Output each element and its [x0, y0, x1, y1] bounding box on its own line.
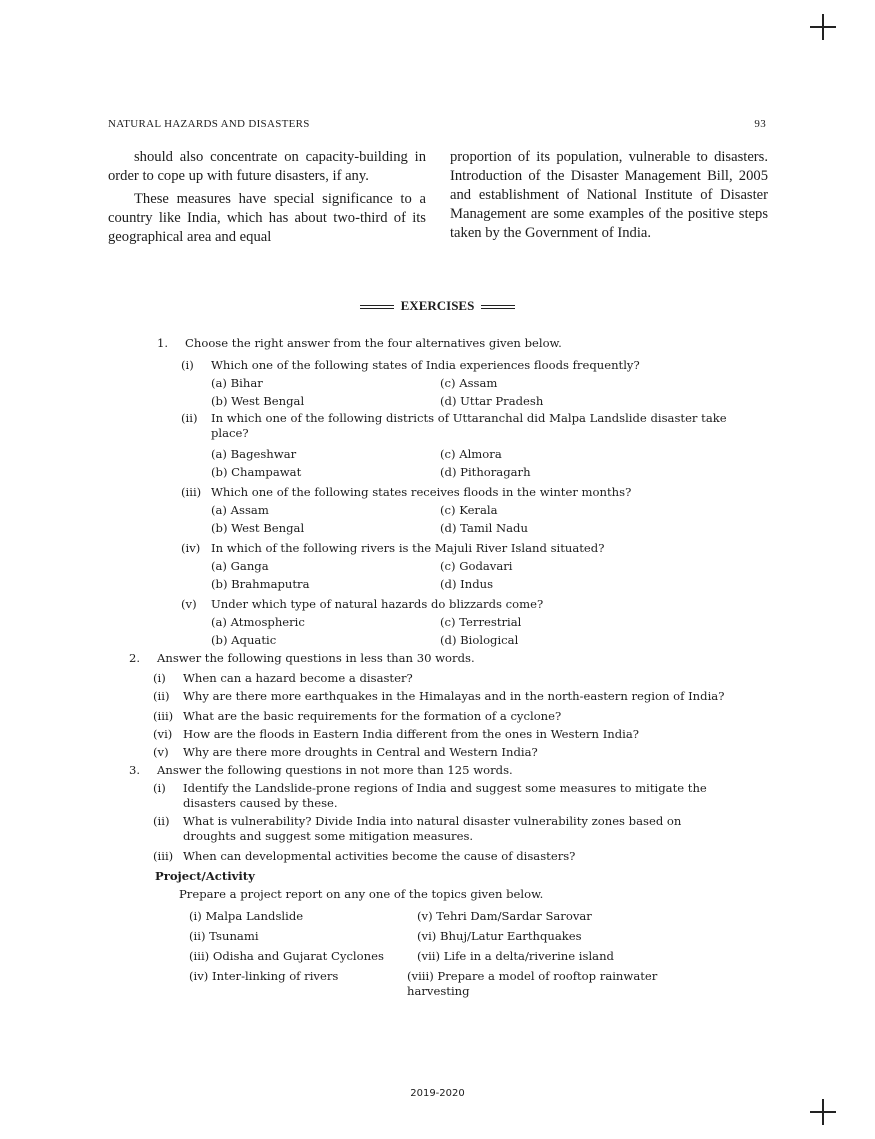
- option-d: (d) Biological: [440, 633, 519, 647]
- project-intro: Prepare a project report on any one of the topics given below.: [179, 887, 544, 901]
- right-paragraph-1: proportion of its population, vulnerable to disasters. Introduction of the Disaster Management Bill, 2005 and establishment of National Institute of Disaster Management are some examples of the positive steps taken by the Government of India.: [450, 149, 768, 241]
- item-text: When can developmental activities become the cause of disasters?: [183, 849, 576, 863]
- project-topic: (iii) Odisha and Gujarat Cyclones: [189, 949, 384, 963]
- option-b: (b) Brahmaputra: [211, 577, 310, 591]
- subquestion-text: Which one of the following states receives floods in the winter months?: [211, 485, 632, 499]
- question-2: [129, 649, 737, 761]
- q3-item-ii: [129, 814, 737, 844]
- project-topic: (viii) Prepare a model of rooftop rainwater harvesting: [407, 969, 658, 998]
- option-a: (a) Assam: [211, 503, 269, 517]
- exercises-title: EXERCISES: [400, 298, 475, 313]
- item-text: What is vulnerability? Divide India into natural disaster vulnerability zones based on droughts and suggest some mitigation measures.: [183, 814, 682, 843]
- page-number: 93: [754, 118, 766, 130]
- item-numeral: (i): [153, 781, 166, 795]
- option-c: (c) Terrestrial: [440, 615, 522, 629]
- option-b: (b) Champawat: [211, 465, 302, 479]
- item-numeral: (iii): [153, 849, 174, 863]
- heading-rule-left: [360, 305, 394, 309]
- subquestion-numeral: (iv): [181, 541, 201, 555]
- subquestion-numeral: (i): [181, 358, 194, 372]
- subquestion-text: Under which type of natural hazards do blizzards come?: [211, 597, 544, 611]
- option-d: (d) Uttar Pradesh: [440, 394, 544, 408]
- option-c: (c) Kerala: [440, 503, 498, 517]
- q3-item-i: [129, 781, 737, 811]
- option-a: (a) Ganga: [211, 559, 269, 573]
- option-c: (c) Godavari: [440, 559, 513, 573]
- option-d: (d) Tamil Nadu: [440, 521, 528, 535]
- q2-item-v: [129, 743, 737, 761]
- subquestion-1-ii: [157, 411, 737, 441]
- subquestion-1-v: [157, 595, 737, 613]
- q2-item-i: [129, 669, 737, 687]
- heading-rule-right: [481, 305, 515, 309]
- question-number: 1.: [157, 336, 169, 350]
- footer-year: 2019-2020: [410, 1088, 465, 1099]
- item-text: Why are there more droughts in Central and Western India?: [183, 745, 538, 759]
- question-text: Answer the following questions in not more than 125 words.: [157, 763, 513, 777]
- project-topic: (vii) Life in a delta/riverine island: [417, 949, 614, 963]
- option-d: (d) Pithoragarh: [440, 465, 531, 479]
- option-b: (b) West Bengal: [211, 394, 305, 408]
- option-a: (a) Bageshwar: [211, 447, 297, 461]
- question-1: [157, 334, 737, 649]
- project-topic: (vi) Bhuj/Latur Earthquakes: [417, 929, 582, 943]
- project-topic: (iv) Inter-linking of rivers: [189, 969, 339, 983]
- question-number: 3.: [129, 763, 141, 777]
- chapter-title: NATURAL HAZARDS AND DISASTERS: [108, 118, 310, 130]
- item-text: Why are there more earthquakes in the Himalayas and in the north-eastern region of India?: [183, 689, 725, 703]
- item-text: What are the basic requirements for the formation of a cyclone?: [183, 709, 562, 723]
- project-topic: (i) Malpa Landslide: [189, 909, 304, 923]
- subquestion-1-iv: [157, 539, 737, 557]
- item-numeral: (ii): [153, 689, 170, 703]
- subquestion-numeral: (ii): [181, 411, 198, 425]
- subquestion-text: In which of the following rivers is the Majuli River Island situated?: [211, 541, 605, 555]
- item-numeral: (vi): [153, 727, 173, 741]
- project-topics: [155, 903, 737, 1003]
- option-c: (c) Almora: [440, 447, 502, 461]
- subquestion-text: In which one of the following districts of Uttaranchal did Malpa Landslide disaster take place?: [211, 411, 727, 440]
- body-text: [108, 148, 768, 247]
- subquestion-text: Which one of the following states of India experiences floods frequently?: [211, 358, 640, 372]
- project-topic: (v) Tehri Dam/Sardar Sarovar: [417, 909, 592, 923]
- q2-item-iii: [129, 707, 737, 725]
- options-1-ii: [157, 445, 737, 481]
- options-1-v: [157, 613, 737, 649]
- left-paragraph-2: These measures have special significance to a country like India, which has about two-third of its geographical area and equal: [108, 191, 426, 245]
- item-text: Identify the Landslide-prone regions of India and suggest some measures to mitigate the disasters caused by these.: [183, 781, 707, 810]
- question-text: Answer the following questions in less than 30 words.: [157, 651, 475, 665]
- subquestion-numeral: (iii): [181, 485, 202, 499]
- item-numeral: (i): [153, 671, 166, 685]
- options-1-i: [157, 374, 737, 410]
- left-column: [108, 148, 426, 247]
- item-numeral: (iii): [153, 709, 174, 723]
- exercises-heading: [0, 298, 875, 314]
- project-heading: Project/Activity: [155, 869, 255, 883]
- item-text: When can a hazard become a disaster?: [183, 671, 413, 685]
- subquestion-1-i: [157, 356, 737, 374]
- option-a: (a) Atmospheric: [211, 615, 305, 629]
- question-3: [129, 761, 737, 865]
- options-1-iii: [157, 501, 737, 537]
- subquestion-1-iii: [157, 483, 737, 501]
- option-b: (b) Aquatic: [211, 633, 277, 647]
- option-b: (b) West Bengal: [211, 521, 305, 535]
- project-activity: [155, 867, 737, 1003]
- options-1-iv: [157, 557, 737, 593]
- right-column: [450, 148, 768, 247]
- left-paragraph-1: should also concentrate on capacity-building in order to cope up with future disasters, if any.: [108, 149, 426, 184]
- subquestion-numeral: (v): [181, 597, 197, 611]
- item-text: How are the floods in Eastern India different from the ones in Western India?: [183, 727, 640, 741]
- option-c: (c) Assam: [440, 376, 498, 390]
- exercises-list: [129, 334, 737, 1003]
- option-a: (a) Bihar: [211, 376, 263, 390]
- item-numeral: (v): [153, 745, 169, 759]
- project-topic: (ii) Tsunami: [189, 929, 259, 943]
- question-text: Choose the right answer from the four alternatives given below.: [185, 336, 562, 350]
- option-d: (d) Indus: [440, 577, 494, 591]
- q2-item-ii: [129, 689, 737, 704]
- q3-item-iii: [129, 847, 737, 865]
- crop-mark-top: [810, 14, 836, 40]
- crop-mark-bottom: [810, 1099, 836, 1125]
- item-numeral: (ii): [153, 814, 170, 828]
- q2-item-vi: [129, 725, 737, 743]
- question-number: 2.: [129, 651, 141, 665]
- running-header: [108, 118, 766, 130]
